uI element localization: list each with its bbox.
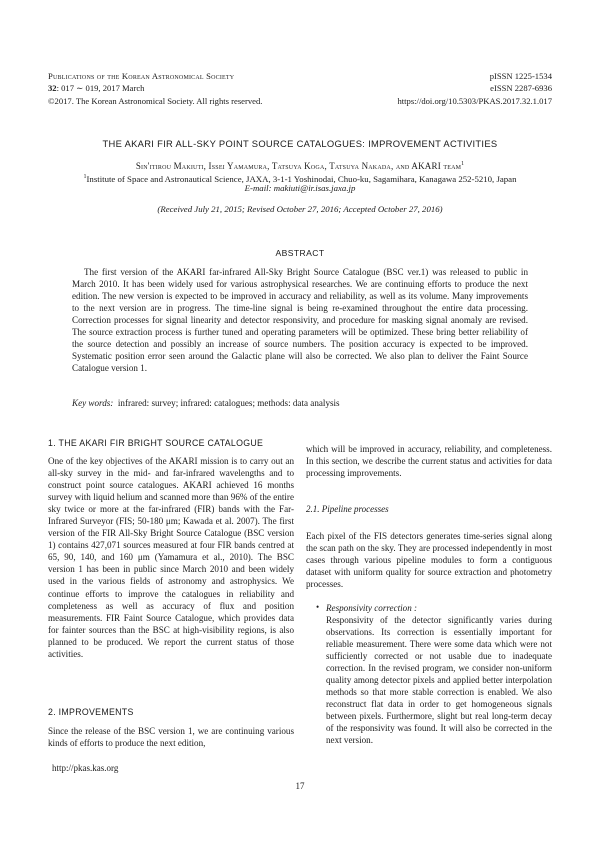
received-dates: (Received July 21, 2015; Revised October 27, 2016; Accepted October 27, 2016) [157,204,443,214]
volume-number: 32 [48,83,57,94]
page-number: 17 [295,781,305,791]
authors: Sin'itirou Makiuti, Issei Yamamura, Tatsuya Koga, Tatsuya Nakada, and AKARI team [135,161,462,171]
right-column-intro: which will be improved in accuracy, reliability, and completeness. In this section, we describe the current status and activities for data processing improvements. [306,444,552,479]
section-2-body: Since the release of the BSC version 1, we are continuing various kinds of efforts to produce the next edition, [48,726,294,749]
subsection-2-1-heading: 2.1. Pipeline processes [306,504,389,514]
bullet-title: Responsivity correction : [326,603,418,613]
eissn: eISSN 2287-6936 [490,83,552,94]
keywords-label: Key words: [72,398,114,408]
bullet-icon: • [316,602,320,612]
section-1-heading: 1. THE AKARI FIR BRIGHT SOURCE CATALOGUE [48,438,264,448]
subsection-2-1-body: Each pixel of the FIS detectors generates time-series signal along the scan path on the sky. They are processed independently in most cases through various pipeline modules to form a contiguous dataset with uniform quality for source extraction and photometry processes. [306,531,552,590]
pissn: pISSN 1225-1534 [489,71,552,81]
bullet-body: Responsivity of the detector significantly varies during observations. Its correction is essentially important for reliable measurement. There were some data which were not sufficiently corrected or not usable due to inadequate correction. In the revised program, we consider non-uniform quality among detector pixels and applied better interpolation methods so that more stable correction is enabled. We also reconstruct flat data in order to get homogeneous signals between pixels. Furthermore, slight but real long-term decay of the responsivity was found. It will also be corrected in the next version. [326,615,552,746]
section-1-body: One of the key objectives of the AKARI mission is to carry out an all-sky survey in the mid- and far-infrared wavelengths and to construct point source catalogues. AKARI achieved 16 months survey with liquid helium and scanned more than 96% of the entire sky twice or more at the far-infrared (FIR) bands with the Far-Infrared Surveyor (FIS; 50-180 μm; Kawada et al. 2007). The first version of the FIR All-Sky Bright Source Catalogue (BSC version 1) contains 427,071 sources measured at four FIR bands centred at 65, 90, 140, and 160 μm (Yamamura et al., 2010). The BSC version 1 has been in public since March 2010 and been widely used in the various fields of astronomy and astrophysics. We continue efforts to improve the catalogues in reliability and completeness as well as accuracy of flux and position measurements. FIR Faint Source Catalogue, which provides data for fainter sources than the BSC at high-visibility regions, is also planned to be produced. We report the current status of those activities. [48,456,294,659]
section-2-heading: 2. IMPROVEMENTS [48,707,134,717]
author-affiliation-mark: 1 [461,161,465,167]
copyright-line: ©2017. The Korean Astronomical Society. All rights reserved. [48,95,263,106]
doi-link[interactable]: https://doi.org/10.5303/PKAS.2017.32.1.017 [397,95,552,106]
abstract-body: The first version of the AKARI far-infrared All-Sky Bright Source Catalogue (BSC ver.1) was released to public in March 2010. It has been widely used for various astrophysical researches. We are continuing efforts to produce the next edition. The new version is expected to be improved in accuracy and reliability, as well as its volume. Many improvements to the next version are in progress. The time-line signal is being re-examined throughout the entire data processing. Correction processes for signal linearity and detector responsivity, and procedure for masking signal anomaly are revised. The source extraction process is further tuned and operating parameters will be optimized. These bring better reliability of the source detection and possibly an increase of source numbers. The position accuracy is expected to be improved. Systematic position error seen around the Galactic plane will also be corrected. We also plan to deliver the Faint Source Catalogue version 1. [72,267,528,374]
keywords [72,398,528,408]
keywords-text: infrared: survey; infrared: catalogues; methods: data analysis [117,398,340,408]
affiliation-mark: 1 [83,174,87,180]
paper-title: THE AKARI FIR ALL-SKY POINT SOURCE CATALOGUES: IMPROVEMENT ACTIVITIES [102,138,498,149]
footnote-url[interactable]: http://pkas.kas.org [52,763,119,773]
issn-block [302,70,552,107]
email: E-mail: makiuti@ir.isas.jaxa.jp [244,183,356,193]
abstract-heading: ABSTRACT [275,248,325,258]
volume-rest: : 017 ∼ 019, 2017 March [56,83,145,94]
author-list [48,158,552,172]
affiliation-text: Institute of Space and Astronautical Science, JAXA, 3-1-1 Yoshinodai, Chuo-ku, Sagamihara, Kanagawa 252-5210, Japan [86,173,517,184]
journal-name: Publications of the Korean Astronomical Society [48,71,235,81]
